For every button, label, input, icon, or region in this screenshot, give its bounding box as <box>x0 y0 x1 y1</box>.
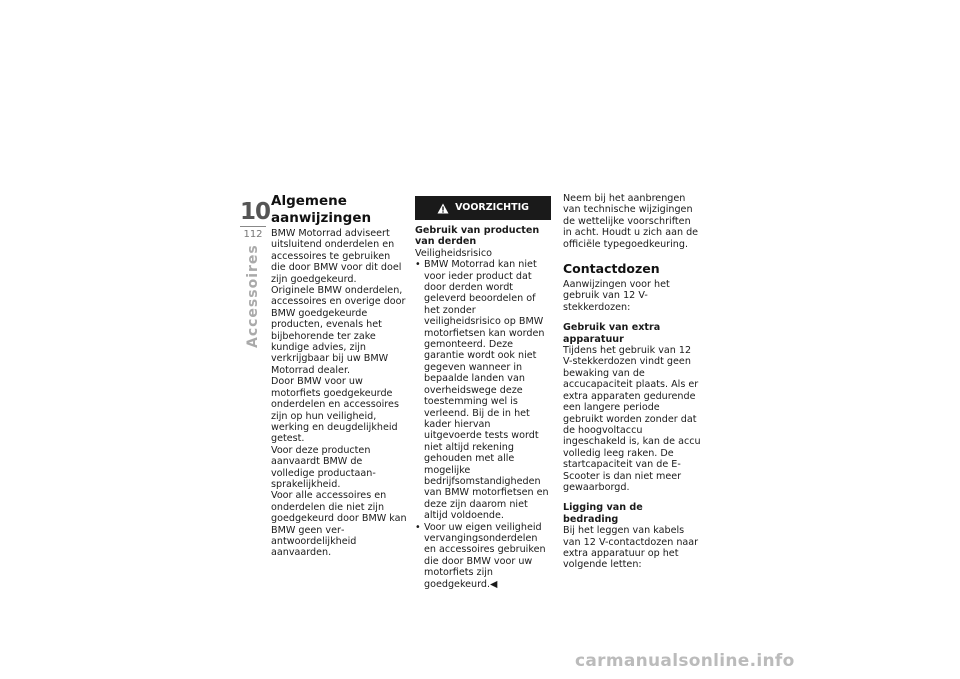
paragraph: Aanwijzingen voor het gebruik van 12 V-stekkerdozen: <box>563 279 670 313</box>
section-heading-general: Algemene aanwijzingen <box>271 193 372 226</box>
column-2 <box>415 193 551 590</box>
chapter-number: 10 <box>240 199 271 225</box>
column-1 <box>271 193 407 559</box>
page-number: 112 <box>243 229 263 240</box>
warning-label: VOORZICHTIG <box>455 202 529 214</box>
subheading-extra-equipment: Gebruik van extra apparatuur <box>563 322 661 345</box>
warning-banner <box>415 196 551 220</box>
paragraph: Originele BMW onderdelen, accessoires en overige door BMW goedgekeurde producten, evenals het bijbehorende ter zake kundige advies, zijn verkrijgbaar bij uw BMW Motorrad dealer. <box>271 285 406 376</box>
paragraph: Bij het leggen van kabels van 12 V-contactdozen naar extra apparatuur op het volgende letten: <box>563 525 699 571</box>
paragraph: Voor alle accessoires en onderdelen die niet zijn goedgekeurd door BMW kan BMW geen verantwoordelijkheid aanvaarden. <box>271 490 407 559</box>
paragraph: Voor deze producten aanvaardt BMW de volledige productaansprakelijkheid. <box>271 444 376 490</box>
paragraph: Tijdens het gebruik van 12 V-stekkerdozen vindt geen bewaking van de accucapaciteit plaats. Als er extra apparaten gedurende een langere periode gebruikt worden zonder dat de hoogvoltaccu ingeschakeld is, kan de accu volledig leeg raken. De startcapaciteit van de E-Scooter is dan niet meer gewaarborgd. <box>563 345 701 493</box>
list-item: • BMW Motorrad kan niet voor ieder product dat door derden wordt geleverd beoordelen of het zonder veiligheidsrisico op BMW motorfietsen kan worden gemonteerd. Deze garantie wordt ook niet gegeven wanneer in bepaalde landen van overheidswege deze toestemming wel is verleend. Bij de in het kader hiervan uitgevoerde tests wordt niet altijd rekening gehouden met alle mogelijke bedrijfsomstandigheden van BMW motorfietsen en deze zijn daarom niet altijd voldoende. <box>415 259 551 521</box>
list-item: • Voor uw eigen veiligheid vervangingsonderdelen en accessoires gebruiken die door BMW voor uw motorfiets zijn goedgekeurd.◀ <box>415 522 551 590</box>
warning-subtitle: Veiligheidsrisico <box>415 247 492 259</box>
paragraph: Neem bij het aanbrengen van technische wijzigingen de wettelijke voorschriften in acht. Houdt u zich aan de officiële typegoedkeuring. <box>563 193 699 250</box>
paragraph: BMW Motorrad adviseert uitsluitend onderdelen en accessoires te gebruiken die door BMW voor dit doel zijn goedgekeurd. <box>271 228 402 285</box>
subheading-wiring: Ligging van de bedrading <box>563 502 643 525</box>
warning-title: Gebruik van producten van derden <box>415 225 540 248</box>
paragraph: Door BMW voor uw motorfiets goedgekeurde onderdelen en accessoires zijn op hun veiligheid, werking en deugdelijkheid getest. <box>271 376 399 445</box>
column-3 <box>563 193 701 571</box>
watermark: carmanualsonline.info <box>575 651 795 671</box>
warning-list <box>415 259 551 590</box>
section-heading-sockets: Contactdozen <box>563 261 660 277</box>
chapter-title: Accessoires <box>245 244 261 348</box>
warning-icon <box>437 203 449 214</box>
chapter-divider <box>240 226 266 227</box>
